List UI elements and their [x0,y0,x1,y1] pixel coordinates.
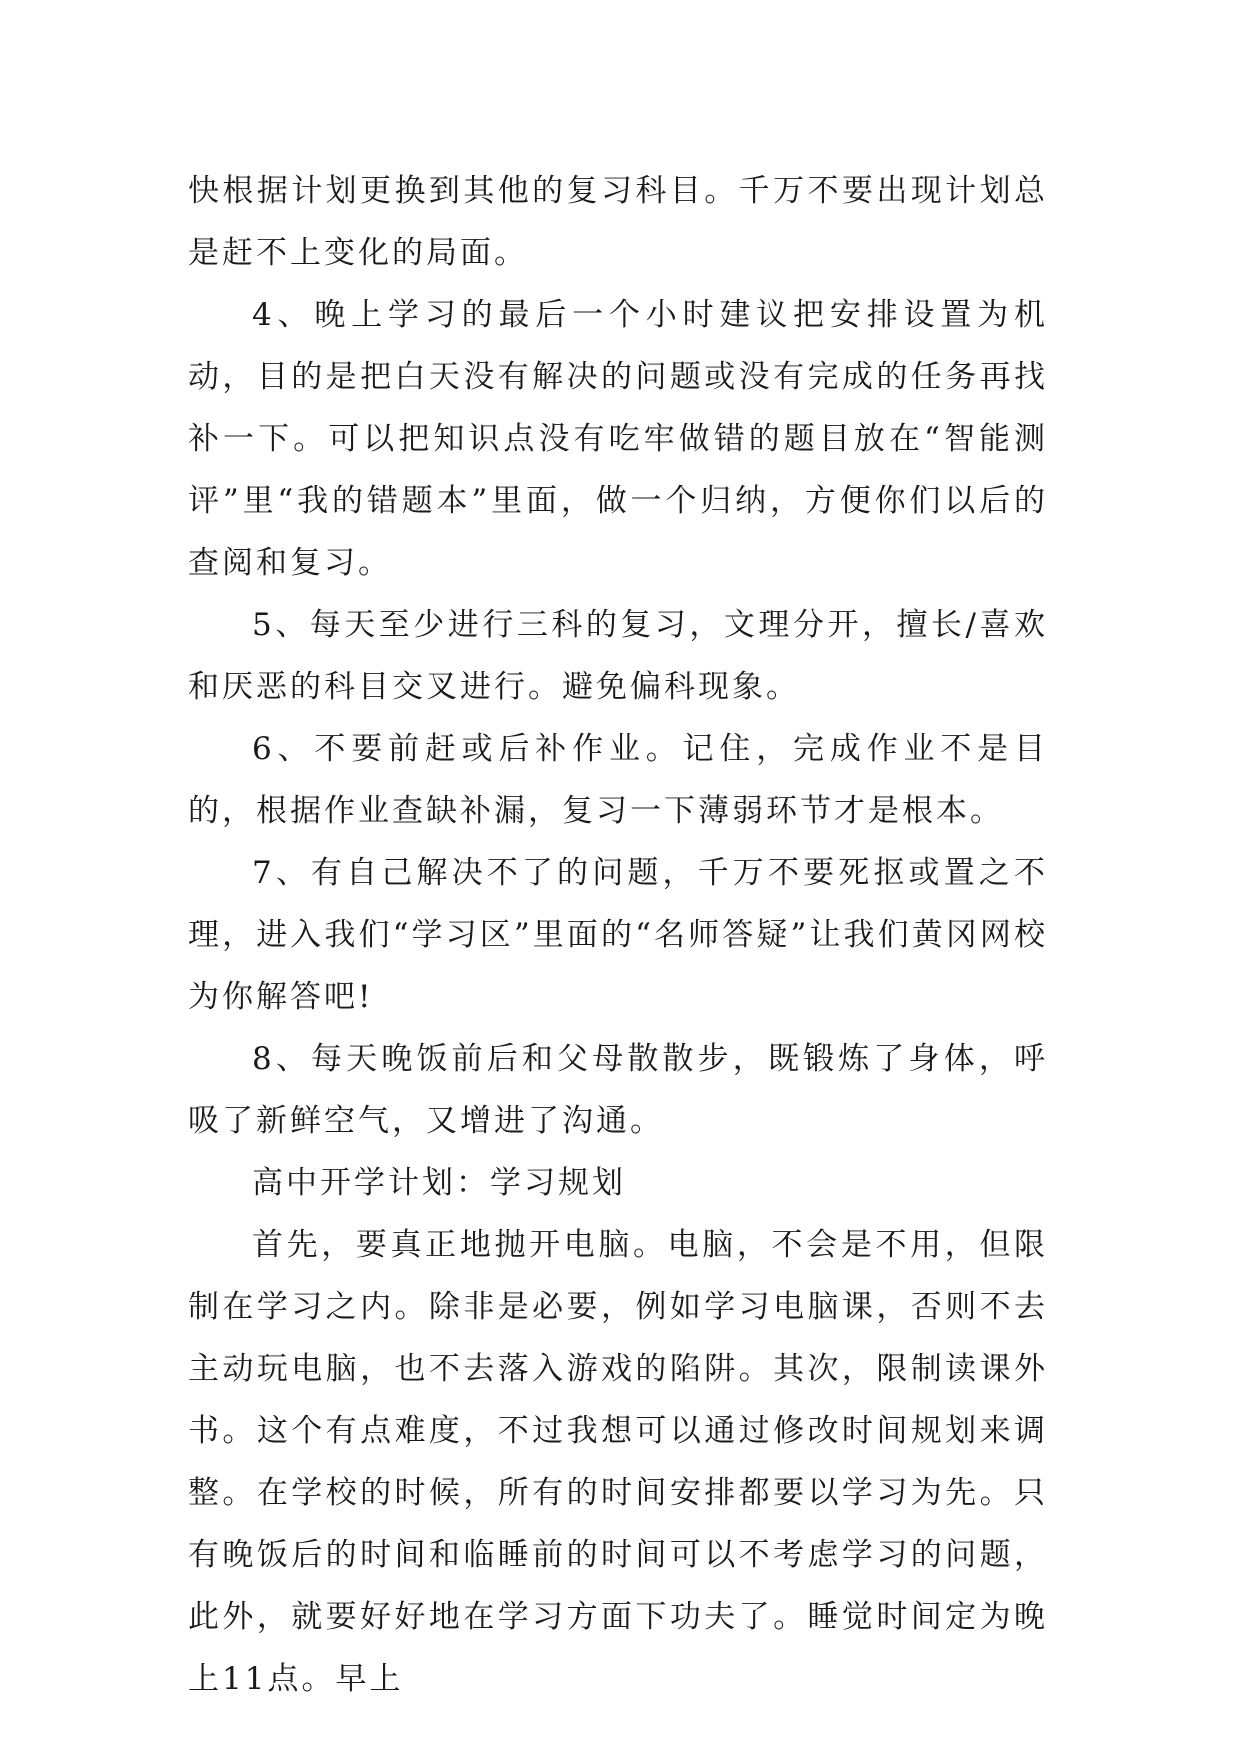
paragraph-item-8: 8、每天晚饭前后和父母散散步，既锻炼了身体，呼吸了新鲜空气，又增进了沟通。 [188,1041,1048,1139]
paragraph-item-7: 7、有自己解决不了的问题，千万不要死抠或置之不理，进入我们“学习区”里面的“名师答疑”让我们黄冈网校为你解答吧! [188,855,1048,1015]
paragraph-item-5: 5、每天至少进行三科的复习，文理分开，擅长/喜欢和厌恶的科目交叉进行。避免偏科现象。 [188,607,1048,705]
paragraph-study-plan: 首先，要真正地抛开电脑。电脑，不会是不用，但限制在学习之内。除非是必要，例如学习电脑课，否则不去主动玩电脑，也不去落入游戏的陷阱。其次，限制读课外书。这个有点难度，不过我想可以通过修改时间规划来调整。在学校的时候，所有的时间安排都要以学习为先。只有晚饭后的时间和临睡前的时间可以不考虑学习的问题，此外，就要好好地在学习方面下功夫了。睡觉时间定为晚上11点。早上 [188,1227,1048,1697]
document-body [188,160,1048,1710]
section-heading: 高中开学计划：学习规划 [252,1165,626,1201]
paragraph-item-4: 4、晚上学习的最后一个小时建议把安排设置为机动，目的是把白天没有解决的问题或没有完成的任务再找补一下。可以把知识点没有吃牢做错的题目放在“智能测评”里“我的错题本”里面，做一个归纳，方便你们以后的查阅和复习。 [188,297,1048,581]
paragraph-continuation: 快根据计划更换到其他的复习科目。千万不要出现计划总是赶不上变化的局面。 [188,173,1048,271]
paragraph-item-6: 6、不要前赶或后补作业。记住，完成作业不是目的，根据作业查缺补漏，复习一下薄弱环节才是根本。 [188,731,1048,829]
